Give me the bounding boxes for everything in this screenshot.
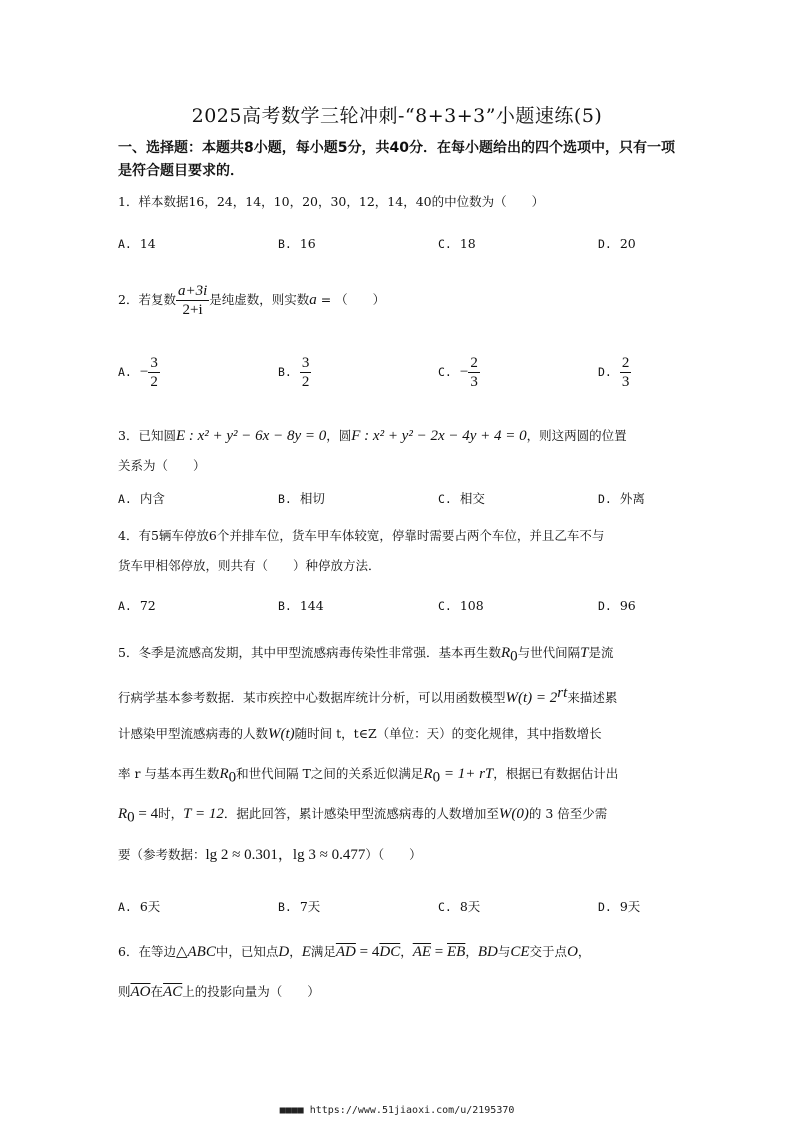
question-6-line1: 6．在等边△ABC中，已知点D，E满足$\overline{AD} = 4\overline{DC}$，$\overline{AE} = \overline{EB}$，BD与CE交于点O， — [118, 944, 591, 960]
option-c: C. 108 — [438, 598, 484, 613]
option-c: C. 相交 — [438, 491, 485, 506]
option-d: D. 20 — [598, 236, 636, 251]
option-a: A. 内含 — [118, 491, 165, 506]
question-5-line3: 计感染甲型流感病毒的人数W(t)随时间 t，t∈Z（单位：天）的变化规律，其中指数增长 — [118, 726, 602, 742]
footer-url[interactable]: ■■■■ https://www.51jiaoxi.com/u/2195370 — [279, 1105, 515, 1116]
question-5-line1: 5．冬季是流感高发期，其中甲型流感病毒传染性非常强．基本再生数$R_0$与世代间隔T是流 — [118, 645, 614, 665]
option-b: B. 16 — [278, 236, 316, 251]
option-a: A. 72 — [118, 598, 156, 613]
option-c: C. 18 — [438, 236, 476, 251]
question-5-line2: 行病学基本参考数据．某市疾控中心数据库统计分析，可以用函数模型$W(t) = 2^{rt}$来描述累 — [118, 685, 618, 707]
option-b: B. $\frac{3}{2}$ — [278, 355, 310, 390]
option-a: A. 14 — [118, 236, 156, 251]
option-d: D. 外离 — [598, 491, 645, 506]
option-d: D. 9天 — [598, 899, 641, 914]
option-b: B. 相切 — [278, 491, 325, 506]
question-5-line6: 要（参考数据：lg 2 ≈ 0.301，lg 3 ≈ 0.477）（ ） — [118, 847, 422, 863]
question-2-stem: 2．若复数 $\frac{a+3i}{2+i}$ 是纯虚数，则实数a = （ ） — [118, 283, 386, 318]
question-4-stem: 4．有5辆车停放6个并排车位，货车甲车体较宽，停靠时需要占两个车位，并且乙车不与 — [118, 528, 605, 543]
option-b: B. 7天 — [278, 899, 321, 914]
option-a: A. 6天 — [118, 899, 161, 914]
question-5-line4: 率 r 与基本再生数$R_0$和世代间隔 T之间的关系近似满足$R_0 = 1+$ rT，根据已有数据估计出 — [118, 766, 619, 786]
option-b: B. 144 — [278, 598, 324, 613]
option-c: C. 8天 — [438, 899, 481, 914]
question-6-line2: 则$\overline{AO}$在$\overline{AC}$上的投影向量为（ ） — [118, 984, 320, 1000]
option-d: D. $\frac{2}{3}$ — [598, 355, 630, 390]
option-a: A. − $\frac{3}{2}$ — [118, 355, 158, 390]
question-3-stem-line2: 关系为（ ） — [118, 458, 206, 473]
page-title: 2025高考数学三轮冲刺-“8+3+3”小题速练(5) — [191, 105, 603, 127]
option-c: C. − $\frac{2}{3}$ — [438, 355, 478, 390]
question-1-stem: 1．样本数据16，24，14，10，20，30，12，14，40的中位数为（ ） — [118, 194, 545, 209]
question-3-stem: 3．已知圆E : x² + y² − 6x − 8y = 0，圆F : x² + y² − 2x − 4y + 4 = 0，则这两圆的位置 — [118, 428, 627, 444]
section-instructions: 一、选择题：本题共8小题，每小题5分，共40分．在每小题给出的四个选项中，只有一项是符合题目要求的． — [118, 140, 675, 179]
complex-fraction: $\frac{a+3i}{2+i}$ — [177, 283, 208, 318]
question-5-line5: $R_0 = 4$时，T = 12．据此回答，累计感染甲型流感病毒的人数增加至W(0)的 3 倍至少需 — [118, 806, 608, 826]
question-4-stem-line2: 货车甲相邻停放，则共有（ ）种停放方法． — [118, 558, 381, 573]
option-d: D. 96 — [598, 598, 636, 613]
